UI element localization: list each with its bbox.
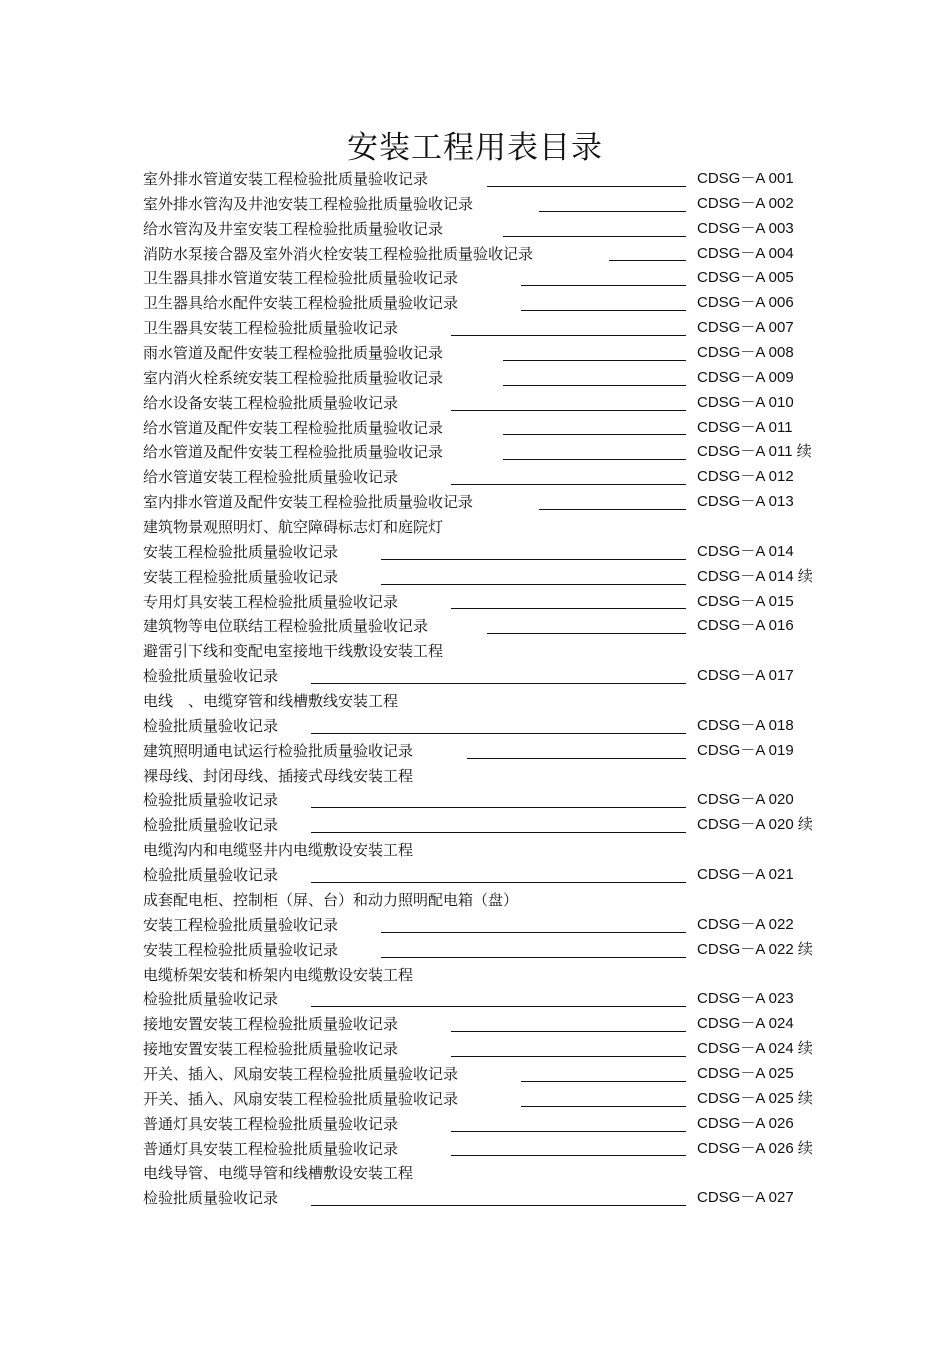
entry-title: 电线 、电缆穿管和线槽敷线安装工程 xyxy=(143,692,399,711)
leader-line xyxy=(609,260,686,261)
leader-line xyxy=(451,1155,686,1156)
entry-title: 给水设备安装工程检验批质量验收记录 xyxy=(143,393,399,412)
toc-entry xyxy=(143,341,843,366)
toc-entry xyxy=(143,938,843,963)
page-title: 安装工程用表目录 xyxy=(347,130,603,166)
entry-title: 卫生器具给水配件安装工程检验批质量验收记录 xyxy=(143,294,459,313)
leader-line xyxy=(451,1131,686,1132)
leader-line xyxy=(381,559,686,560)
toc-entry xyxy=(143,788,843,813)
toc-entry xyxy=(143,987,843,1012)
entry-title: 电线导管、电缆导管和线槽敷设安装工程 xyxy=(143,1164,414,1183)
toc-entry xyxy=(143,1161,843,1186)
leader-line xyxy=(381,584,686,585)
toc-entry xyxy=(143,440,843,465)
leader-line xyxy=(503,360,686,361)
toc-entry xyxy=(143,888,843,913)
form-code: CDSG－A 003 xyxy=(697,219,794,237)
entry-title: 安装工程检验批质量验收记录 xyxy=(143,567,339,586)
entry-title: 室内排水管道及配件安装工程检验批质量验收记录 xyxy=(143,493,474,512)
form-code: CDSG－A 022 xyxy=(697,915,794,933)
toc-entry xyxy=(143,863,843,888)
entry-title: 避雷引下线和变配电室接地干线敷设安装工程 xyxy=(143,642,444,661)
leader-line xyxy=(311,882,686,883)
leader-line xyxy=(311,683,686,684)
form-code: CDSG－A 025 xyxy=(697,1064,794,1082)
entry-title: 给水管道及配件安装工程检验批质量验收记录 xyxy=(143,443,444,462)
entry-title: 室外排水管沟及井池安装工程检验批质量验收记录 xyxy=(143,194,474,213)
leader-line xyxy=(487,633,686,634)
form-code: CDSG－A 024 续 xyxy=(697,1040,813,1058)
toc-entry xyxy=(143,515,843,540)
leader-line xyxy=(503,385,686,386)
toc-entry xyxy=(143,689,843,714)
toc-entry xyxy=(143,391,843,416)
entry-title: 消防水泵接合器及室外消火栓安装工程检验批质量验收记录 xyxy=(143,244,534,263)
leader-line xyxy=(503,434,686,435)
form-code: CDSG－A 025 续 xyxy=(697,1089,813,1107)
leader-line xyxy=(503,459,686,460)
entry-title: 电缆沟内和电缆竖井内电缆敷设安装工程 xyxy=(143,841,414,860)
leader-line xyxy=(451,484,686,485)
leader-line xyxy=(521,1106,686,1107)
entry-title: 给水管沟及井室安装工程检验批质量验收记录 xyxy=(143,219,444,238)
form-code: CDSG－A 024 xyxy=(697,1015,794,1033)
form-code: CDSG－A 020 续 xyxy=(697,816,813,834)
form-code: CDSG－A 026 续 xyxy=(697,1139,813,1157)
toc-entry xyxy=(143,764,843,789)
form-code: CDSG－A 011 续 xyxy=(697,443,812,461)
entry-title: 裸母线、封闭母线、插接式母线安装工程 xyxy=(143,766,414,785)
form-code: CDSG－A 004 xyxy=(697,244,794,262)
toc-entry xyxy=(143,416,843,441)
form-code: CDSG－A 014 xyxy=(697,542,794,560)
entry-title: 接地安置安装工程检验批质量验收记录 xyxy=(143,1015,399,1034)
form-code: CDSG－A 005 xyxy=(697,269,794,287)
entry-title: 建筑物景观照明灯、航空障碍标志灯和庭院灯 xyxy=(143,518,444,537)
leader-line xyxy=(521,310,686,311)
toc-entry xyxy=(143,266,843,291)
leader-line xyxy=(451,410,686,411)
leader-line xyxy=(451,1056,686,1057)
form-code: CDSG－A 010 xyxy=(697,393,794,411)
entry-title: 给水管道及配件安装工程检验批质量验收记录 xyxy=(143,418,444,437)
leader-line xyxy=(487,186,686,187)
toc-entry xyxy=(143,614,843,639)
form-code: CDSG－A 014 续 xyxy=(697,567,813,585)
form-code: CDSG－A 013 xyxy=(697,493,794,511)
toc-entry xyxy=(143,565,843,590)
toc-entry xyxy=(143,192,843,217)
form-code: CDSG－A 023 xyxy=(697,990,794,1008)
entry-title: 雨水管道及配件安装工程检验批质量验收记录 xyxy=(143,344,444,363)
form-code: CDSG－A 009 xyxy=(697,368,794,386)
form-code: CDSG－A 026 xyxy=(697,1114,794,1132)
entry-title: 室外排水管道安装工程检验批质量验收记录 xyxy=(143,170,429,188)
form-code: CDSG－A 020 xyxy=(697,791,794,809)
entry-title: 建筑物等电位联结工程检验批质量验收记录 xyxy=(143,617,429,636)
leader-line xyxy=(503,236,686,237)
entry-title: 检验批质量验收记录 xyxy=(143,990,279,1009)
entry-title: 普通灯具安装工程检验批质量验收记录 xyxy=(143,1139,399,1158)
entry-title: 开关、插入、风扇安装工程检验批质量验收记录 xyxy=(143,1064,459,1083)
leader-line xyxy=(521,1081,686,1082)
entry-title: 检验批质量验收记录 xyxy=(143,716,279,735)
form-code: CDSG－A 016 xyxy=(697,617,794,635)
toc-entry xyxy=(143,1112,843,1137)
toc-entry xyxy=(143,242,843,267)
form-code: CDSG－A 001 xyxy=(697,170,794,187)
toc-entry xyxy=(143,316,843,341)
leader-line xyxy=(451,608,686,609)
toc-entry xyxy=(143,664,843,689)
entry-title: 安装工程检验批质量验收记录 xyxy=(143,915,339,934)
toc-entry xyxy=(143,167,843,192)
toc-entry xyxy=(143,714,843,739)
form-code: CDSG－A 007 xyxy=(697,319,794,337)
entry-title: 安装工程检验批质量验收记录 xyxy=(143,542,339,561)
toc-entry xyxy=(143,739,843,764)
form-code: CDSG－A 019 xyxy=(697,741,794,759)
leader-line xyxy=(521,285,686,286)
entry-title: 卫生器具排水管道安装工程检验批质量验收记录 xyxy=(143,269,459,288)
leader-line xyxy=(539,211,686,212)
entry-title: 建筑照明通电试运行检验批质量验收记录 xyxy=(143,741,414,760)
toc-entry xyxy=(143,590,843,615)
leader-line xyxy=(451,1031,686,1032)
toc-entry xyxy=(143,1062,843,1087)
toc-entry xyxy=(143,1012,843,1037)
toc-entry xyxy=(143,540,843,565)
entry-title: 成套配电柜、控制柜（屏、台）和动力照明配电箱（盘） xyxy=(143,890,519,909)
entry-title: 专用灯具安装工程检验批质量验收记录 xyxy=(143,592,399,611)
entry-title: 室内消火栓系统安装工程检验批质量验收记录 xyxy=(143,368,444,387)
form-code: CDSG－A 012 xyxy=(697,468,794,486)
leader-line xyxy=(311,1205,686,1206)
entry-title: 检验批质量验收记录 xyxy=(143,1189,279,1208)
leader-line xyxy=(381,957,686,958)
entry-title: 安装工程检验批质量验收记录 xyxy=(143,940,339,959)
entry-title: 检验批质量验收记录 xyxy=(143,866,279,885)
toc-entry xyxy=(143,465,843,490)
entry-title: 检验批质量验收记录 xyxy=(143,667,279,686)
form-code: CDSG－A 011 xyxy=(697,418,793,436)
form-code: CDSG－A 017 xyxy=(697,667,794,685)
toc-entry xyxy=(143,217,843,242)
entry-title: 检验批质量验收记录 xyxy=(143,816,279,835)
entry-title: 普通灯具安装工程检验批质量验收记录 xyxy=(143,1114,399,1133)
entry-title: 开关、插入、风扇安装工程检验批质量验收记录 xyxy=(143,1089,459,1108)
form-code: CDSG－A 002 xyxy=(697,194,794,212)
toc-entry xyxy=(143,1137,843,1162)
toc-entry xyxy=(143,1037,843,1062)
toc-entry xyxy=(143,838,843,863)
table-of-contents xyxy=(143,167,843,1211)
toc-entry xyxy=(143,366,843,391)
entry-title: 电缆桥架安装和桥架内电缆敷设安装工程 xyxy=(143,965,414,984)
leader-line xyxy=(451,335,686,336)
toc-entry xyxy=(143,1186,843,1211)
leader-line xyxy=(381,932,686,933)
form-code: CDSG－A 027 xyxy=(697,1189,794,1207)
form-code: CDSG－A 015 xyxy=(697,592,794,610)
leader-line xyxy=(539,509,686,510)
entry-title: 卫生器具安装工程检验批质量验收记录 xyxy=(143,319,399,338)
leader-line xyxy=(311,832,686,833)
toc-entry xyxy=(143,963,843,988)
toc-entry xyxy=(143,913,843,938)
form-code: CDSG－A 008 xyxy=(697,344,794,362)
toc-entry xyxy=(143,639,843,664)
leader-line xyxy=(311,1006,686,1007)
entry-title: 给水管道安装工程检验批质量验收记录 xyxy=(143,468,399,487)
leader-line xyxy=(311,807,686,808)
toc-entry xyxy=(143,813,843,838)
entry-title: 检验批质量验收记录 xyxy=(143,791,279,810)
leader-line xyxy=(311,733,686,734)
toc-entry xyxy=(143,490,843,515)
entry-title: 接地安置安装工程检验批质量验收记录 xyxy=(143,1040,399,1059)
form-code: CDSG－A 022 续 xyxy=(697,940,813,958)
form-code: CDSG－A 018 xyxy=(697,716,794,734)
leader-line xyxy=(467,758,686,759)
toc-entry xyxy=(143,1087,843,1112)
form-code: CDSG－A 006 xyxy=(697,294,794,312)
toc-entry xyxy=(143,291,843,316)
form-code: CDSG－A 021 xyxy=(697,866,794,884)
